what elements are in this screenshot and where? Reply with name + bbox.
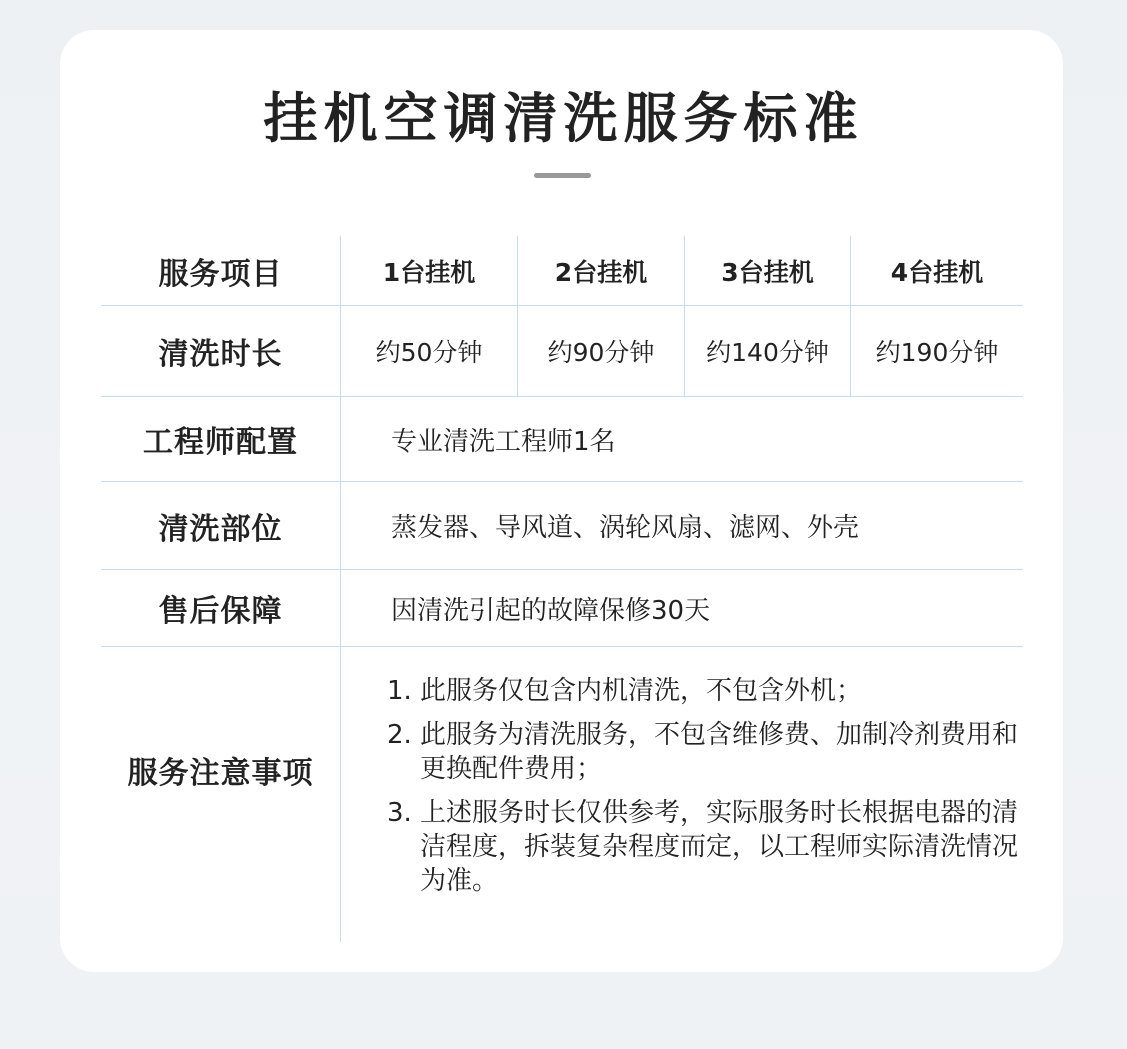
parts-label: 清洗部位 bbox=[158, 511, 283, 547]
notes-item bbox=[387, 674, 1027, 708]
notes-item-number: 3. bbox=[387, 798, 412, 828]
notes-item bbox=[387, 718, 1027, 786]
notes-item-text: 此服务仅包含内机清洗，不包含外机； bbox=[420, 676, 863, 706]
duration-value-1: 约50分钟 bbox=[375, 338, 483, 367]
duration-value-2: 约90分钟 bbox=[547, 338, 655, 367]
duration-label: 清洗时长 bbox=[158, 337, 283, 372]
header-label: 服务项目 bbox=[158, 256, 283, 292]
header-col-4: 4台挂机 bbox=[890, 257, 984, 287]
warranty-label: 售后保障 bbox=[158, 594, 283, 629]
notes-item-number: 1. bbox=[387, 676, 412, 706]
header-col-3: 3台挂机 bbox=[721, 257, 814, 287]
notes-item bbox=[387, 796, 1027, 898]
notes-item-number: 2. bbox=[387, 720, 412, 750]
page-title: 挂机空调清洗服务标准 bbox=[263, 87, 864, 150]
duration-value-3: 约140分钟 bbox=[706, 338, 829, 367]
notes-item-text: 上述服务时长仅供参考，实际服务时长根据电器的清洁程度，拆装复杂程度而定，以工程师实际清洗情况为准。 bbox=[420, 798, 1019, 896]
parts-value: 蒸发器、导风道、涡轮风扇、滤网、外壳 bbox=[391, 513, 860, 543]
header-col-1: 1台挂机 bbox=[382, 257, 476, 287]
notes-label: 服务注意事项 bbox=[127, 755, 314, 791]
notes-list bbox=[387, 674, 1027, 908]
duration-value-4: 约190分钟 bbox=[875, 338, 999, 367]
engineer-value: 专业清洗工程师1名 bbox=[391, 426, 616, 457]
header-col-2: 2台挂机 bbox=[554, 257, 648, 287]
service-standard-table bbox=[101, 236, 1023, 942]
engineer-label: 工程师配置 bbox=[143, 425, 298, 460]
notes-item-text: 此服务为清洗服务，不包含维修费、加制冷剂费用和更换配件费用； bbox=[420, 720, 1019, 784]
title-divider bbox=[534, 173, 591, 178]
warranty-value: 因清洗引起的故障保修30天 bbox=[391, 595, 711, 626]
